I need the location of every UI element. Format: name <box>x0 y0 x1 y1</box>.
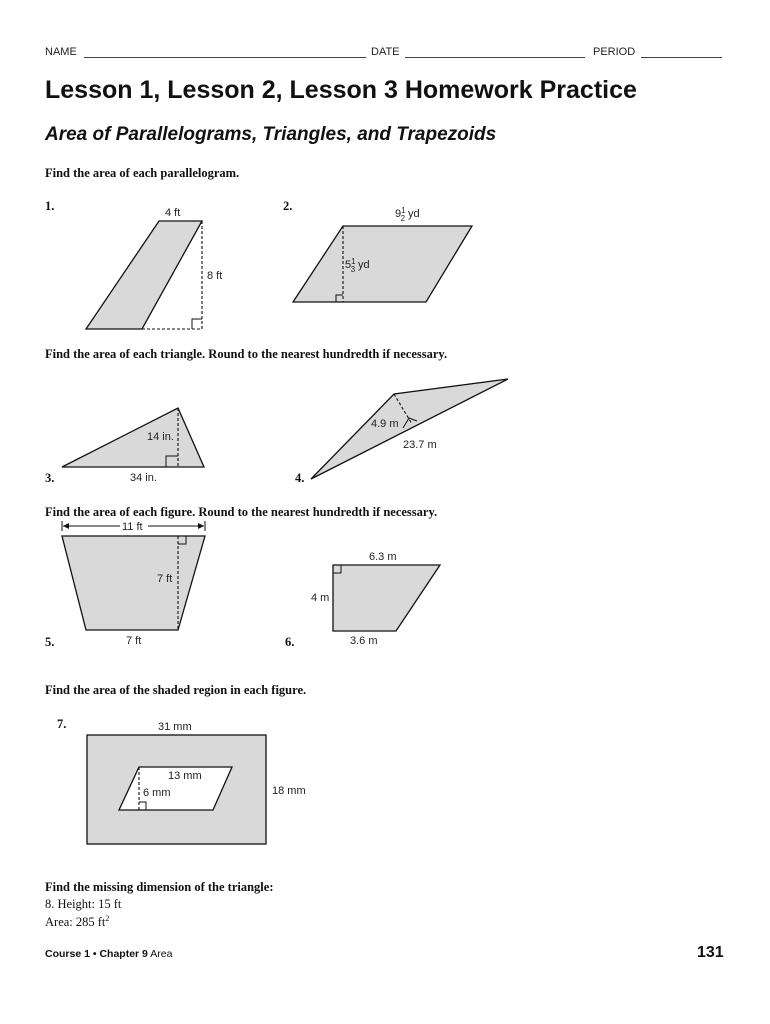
instructions-missing: Find the missing dimension of the triangle: <box>45 880 274 894</box>
figure-6-side-label: 4 m <box>311 592 330 604</box>
figure-7-outer-height-label: 18 mm <box>272 785 306 797</box>
figure-2-base-label: $9^1$ 2 yd <box>395 206 420 223</box>
problem-8-height: 8. Height: 15 ft <box>45 897 122 911</box>
instructions-parallelograms: Find the area of each parallelogram. <box>45 166 240 180</box>
figure-7-inner-height-label: 6 mm <box>143 787 171 799</box>
figure-3-base-label: 34 in. <box>130 472 157 484</box>
figure-5-height-label: 7 ft <box>157 573 173 585</box>
figure-3-height-label: 14 in. <box>147 431 174 443</box>
figure-2-parallelogram <box>293 206 472 302</box>
instructions-figures: Find the area of each figure. Round to the nearest hundredth if necessary. <box>45 505 438 519</box>
date-label: DATE <box>371 46 400 58</box>
problem-1-number: 1. <box>45 199 55 213</box>
figure-5-bottom-label: 7 ft <box>126 635 142 647</box>
problem-2-number: 2. <box>283 199 293 213</box>
problem-3-number: 3. <box>45 471 55 485</box>
figure-4-triangle <box>311 379 508 479</box>
figure-2-height-label: $5^1$ 3 yd <box>345 257 370 274</box>
figure-7-shaded-region <box>87 721 306 844</box>
problem-6-number: 6. <box>285 635 295 649</box>
name-label: NAME <box>45 46 77 58</box>
instructions-triangles: Find the area of each triangle. Round to the nearest hundredth if necessary. <box>45 347 448 361</box>
page-subtitle: Area of Parallelograms, Triangles, and Trapezoids <box>45 124 497 145</box>
problem-7-number: 7. <box>57 717 67 731</box>
figure-6-top-label: 6.3 m <box>369 551 397 563</box>
figure-4-height-label: 4.9 m <box>371 418 399 430</box>
figure-5-trapezoid <box>62 521 205 647</box>
figure-1-parallelogram <box>86 207 222 329</box>
footer-course: Course 1 • Chapter 9 Area <box>45 948 173 960</box>
figure-7-inner-base-label: 13 mm <box>168 770 202 782</box>
page-number: 131 <box>697 944 724 961</box>
problem-8-area: Area: 285 $ft^2$ <box>45 914 110 930</box>
figure-3-triangle <box>62 408 204 484</box>
instructions-shaded: Find the area of the shaded region in each figure. <box>45 683 307 697</box>
period-label: PERIOD <box>593 46 636 58</box>
figure-4-base-label: 23.7 m <box>403 439 437 451</box>
problem-5-number: 5. <box>45 635 55 649</box>
figure-1-base-label: 4 ft <box>165 207 181 219</box>
figure-6-bottom-label: 3.6 m <box>350 635 378 647</box>
figure-5-top-label: 11 ft <box>122 521 143 533</box>
figure-7-outer-width-label: 31 mm <box>158 721 192 733</box>
page-title: Lesson 1, Lesson 2, Lesson 3 Homework Practice <box>45 76 637 104</box>
problem-4-number: 4. <box>295 471 305 485</box>
figure-6-trapezoid <box>311 551 440 647</box>
figure-1-height-label: 8 ft <box>207 270 223 282</box>
